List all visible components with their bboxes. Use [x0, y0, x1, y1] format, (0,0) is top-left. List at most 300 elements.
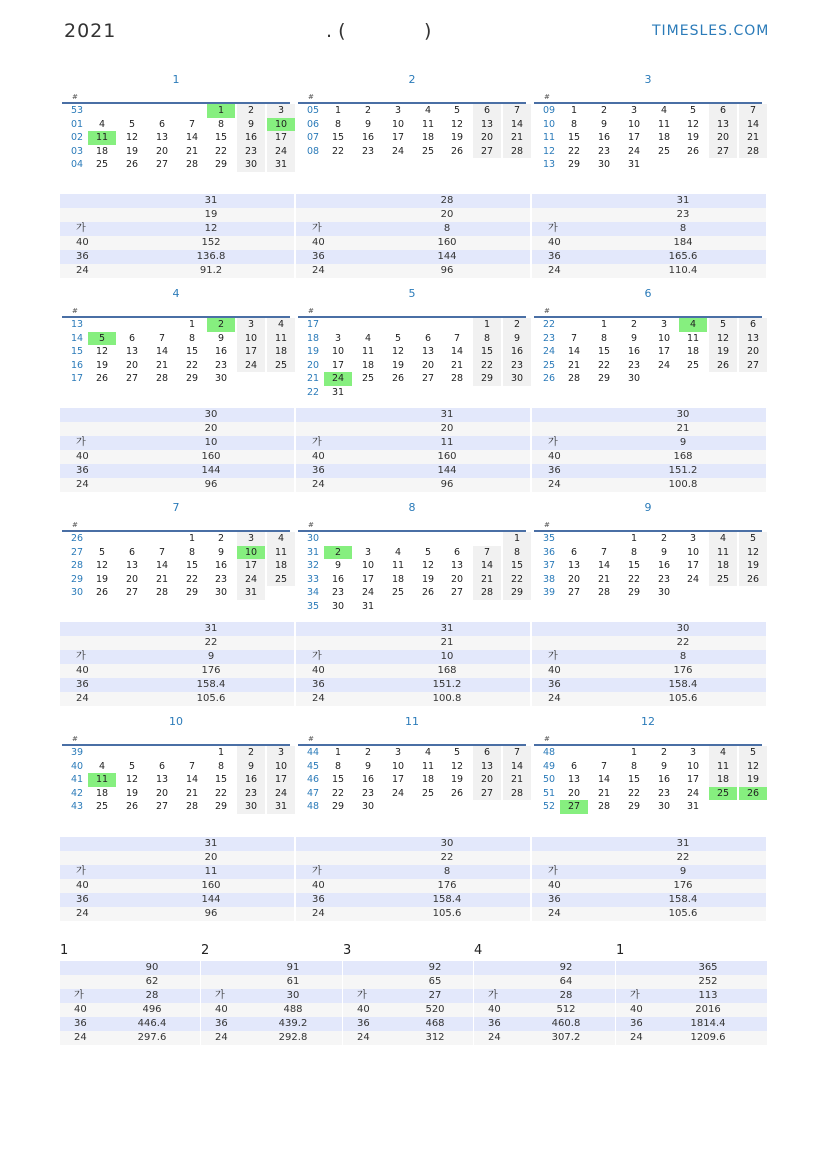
day-cell[interactable]: 9	[237, 760, 265, 774]
day-cell[interactable]: 7	[600, 760, 608, 772]
day-cell[interactable]: 26	[125, 801, 139, 812]
day-cell[interactable]: 18	[421, 132, 435, 143]
day-cell[interactable]: 20	[125, 359, 139, 371]
day-cell[interactable]: 6	[424, 332, 432, 344]
day-cell[interactable]: 22	[567, 145, 581, 157]
day-cell[interactable]: 16	[237, 131, 265, 145]
day-cell[interactable]: 20	[473, 131, 501, 145]
day-cell[interactable]: 8	[570, 118, 578, 130]
day-cell[interactable]: 9	[217, 546, 225, 558]
day-cell[interactable]: 14	[155, 346, 169, 357]
day-cell[interactable]: 27	[473, 145, 501, 159]
day-cell[interactable]: 13	[125, 346, 139, 357]
day-cell[interactable]: 14	[473, 559, 501, 573]
day-cell[interactable]: 13	[567, 560, 581, 571]
day-cell[interactable]: 15	[627, 560, 641, 571]
day-cell[interactable]: 12	[95, 346, 109, 357]
day-cell[interactable]: 4	[424, 747, 432, 758]
day-cell[interactable]: 7	[453, 332, 461, 344]
day-cell[interactable]: 19	[95, 359, 109, 371]
day-cell[interactable]: 14	[155, 560, 169, 571]
day-cell[interactable]: 15	[503, 559, 531, 573]
day-cell[interactable]: 18	[391, 573, 405, 585]
day-cell[interactable]: 21	[450, 359, 464, 371]
day-cell[interactable]: 29	[185, 587, 199, 598]
day-cell[interactable]: 19	[95, 573, 109, 585]
day-cell[interactable]: 29	[473, 372, 501, 386]
day-cell[interactable]: 7	[158, 546, 166, 558]
day-cell[interactable]: 28	[450, 373, 464, 384]
day-cell[interactable]: 11	[361, 346, 375, 357]
day-cell[interactable]: 19	[450, 774, 464, 785]
day-cell[interactable]: 7	[188, 118, 196, 130]
day-cell[interactable]: 10	[686, 760, 700, 772]
day-cell[interactable]: 25	[267, 573, 295, 587]
day-cell[interactable]: 23	[214, 573, 228, 585]
day-cell[interactable]: 29	[627, 801, 641, 812]
day-cell[interactable]: 22	[185, 359, 199, 371]
day-cell[interactable]: 17	[686, 560, 700, 571]
day-cell[interactable]: 4	[709, 746, 737, 760]
day-cell[interactable]: 5	[709, 318, 737, 332]
day-cell[interactable]: 28	[567, 373, 581, 384]
day-cell[interactable]: 13	[709, 118, 737, 132]
day-cell[interactable]: 21	[503, 773, 531, 787]
day-cell[interactable]: 6	[570, 760, 578, 772]
day-cell[interactable]: 12	[391, 346, 405, 357]
day-cell[interactable]: 5	[453, 747, 461, 758]
day-cell[interactable]: 2	[600, 105, 608, 116]
day-cell[interactable]: 10	[686, 546, 700, 558]
day-cell[interactable]: 18	[95, 145, 109, 157]
day-cell[interactable]: 25	[391, 587, 405, 598]
day-cell[interactable]: 19	[421, 573, 435, 585]
day-cell[interactable]: 30	[627, 373, 641, 384]
day-cell[interactable]: 6	[128, 332, 136, 344]
day-cell[interactable]: 21	[473, 573, 501, 587]
day-cell[interactable]: 8	[188, 546, 196, 558]
day-cell[interactable]: 31	[627, 159, 641, 170]
day-cell[interactable]: 21	[155, 573, 169, 585]
day-cell[interactable]: 6	[158, 118, 166, 130]
day-cell[interactable]: 22	[473, 359, 501, 373]
day-cell[interactable]: 22	[185, 573, 199, 585]
day-cell[interactable]: 18	[657, 132, 671, 143]
day-cell[interactable]: 1	[217, 747, 225, 758]
day-cell[interactable]: 10	[391, 118, 405, 130]
day-cell[interactable]: 2	[660, 533, 668, 544]
day-cell[interactable]: 30	[657, 801, 671, 812]
day-cell[interactable]: 18	[421, 774, 435, 785]
day-cell[interactable]: 1	[207, 104, 235, 118]
day-cell[interactable]: 10	[657, 332, 671, 344]
day-cell[interactable]: 15	[214, 132, 228, 143]
day-cell[interactable]: 4	[98, 760, 106, 772]
day-cell[interactable]: 27	[125, 587, 139, 598]
day-cell[interactable]: 15	[331, 132, 345, 143]
day-cell[interactable]: 27	[125, 373, 139, 384]
day-cell[interactable]: 9	[334, 560, 342, 571]
day-cell[interactable]: 12	[95, 560, 109, 571]
day-cell[interactable]: 23	[237, 787, 265, 801]
day-cell[interactable]: 1	[503, 532, 531, 546]
day-cell[interactable]: 21	[597, 573, 611, 585]
day-cell[interactable]: 5	[128, 118, 136, 130]
day-cell[interactable]: 17	[237, 345, 265, 359]
day-cell[interactable]: 17	[237, 559, 265, 573]
day-cell[interactable]: 11	[709, 546, 737, 560]
day-cell[interactable]: 22	[331, 145, 345, 157]
day-cell[interactable]: 28	[155, 587, 169, 598]
day-cell[interactable]: 22	[503, 573, 531, 587]
day-cell[interactable]: 4	[679, 318, 707, 332]
day-cell[interactable]: 22	[627, 787, 641, 799]
day-cell[interactable]: 14	[597, 560, 611, 571]
day-cell[interactable]: 29	[331, 801, 345, 812]
day-cell[interactable]: 6	[473, 104, 501, 118]
day-cell[interactable]: 3	[394, 747, 402, 758]
day-cell[interactable]: 16	[237, 773, 265, 787]
day-cell[interactable]: 5	[424, 546, 432, 558]
day-cell[interactable]: 18	[95, 787, 109, 799]
day-cell[interactable]: 15	[567, 132, 581, 143]
day-cell[interactable]: 3	[364, 546, 372, 558]
day-cell[interactable]: 2	[237, 746, 265, 760]
day-cell[interactable]: 12	[421, 560, 435, 571]
day-cell[interactable]: 1	[570, 105, 578, 116]
day-cell[interactable]: 29	[185, 373, 199, 384]
day-cell[interactable]: 26	[450, 145, 464, 157]
day-cell[interactable]: 12	[709, 332, 737, 346]
day-cell[interactable]: 23	[657, 787, 671, 799]
day-cell[interactable]: 6	[570, 546, 578, 558]
day-cell[interactable]: 19	[450, 132, 464, 143]
day-cell[interactable]: 19	[125, 145, 139, 157]
day-cell[interactable]: 4	[267, 532, 295, 546]
day-cell[interactable]: 17	[267, 773, 295, 787]
day-cell[interactable]: 11	[267, 332, 295, 346]
day-cell[interactable]: 26	[391, 373, 405, 384]
day-cell[interactable]: 15	[185, 346, 199, 357]
day-cell[interactable]: 16	[503, 345, 531, 359]
day-cell[interactable]: 8	[630, 546, 638, 558]
day-cell[interactable]: 8	[217, 760, 225, 772]
day-cell[interactable]: 9	[364, 760, 372, 772]
day-cell[interactable]: 26	[709, 359, 737, 373]
day-cell[interactable]: 2	[237, 104, 265, 118]
day-cell[interactable]: 27	[450, 587, 464, 598]
day-cell[interactable]: 4	[364, 332, 372, 344]
day-cell[interactable]: 17	[391, 132, 405, 143]
day-cell[interactable]: 30	[214, 373, 228, 384]
day-cell[interactable]: 9	[364, 118, 372, 130]
day-cell[interactable]: 28	[503, 145, 531, 159]
day-cell[interactable]: 21	[739, 131, 767, 145]
day-cell[interactable]: 23	[361, 787, 375, 799]
day-cell[interactable]: 26	[95, 373, 109, 384]
day-cell[interactable]: 28	[473, 586, 501, 600]
day-cell[interactable]: 6	[473, 746, 501, 760]
day-cell[interactable]: 13	[155, 774, 169, 785]
day-cell[interactable]: 21	[185, 145, 199, 157]
day-cell[interactable]: 24	[361, 587, 375, 598]
day-cell[interactable]: 25	[95, 159, 109, 170]
day-cell[interactable]: 3	[267, 104, 295, 118]
day-cell[interactable]: 30	[331, 600, 345, 612]
day-cell[interactable]: 21	[155, 359, 169, 371]
day-cell[interactable]: 6	[453, 546, 461, 558]
day-cell[interactable]: 14	[503, 760, 531, 774]
day-cell[interactable]: 11	[267, 546, 295, 560]
day-cell[interactable]: 22	[331, 787, 345, 799]
day-cell[interactable]: 24	[627, 145, 641, 157]
day-cell[interactable]: 17	[361, 573, 375, 585]
day-cell[interactable]: 26	[95, 587, 109, 598]
day-cell[interactable]: 1	[630, 747, 638, 758]
day-cell[interactable]: 10	[267, 760, 295, 774]
day-cell[interactable]: 4	[394, 546, 402, 558]
day-cell[interactable]: 22	[597, 359, 611, 371]
day-cell[interactable]: 14	[185, 774, 199, 785]
day-cell[interactable]: 19	[125, 787, 139, 799]
day-cell[interactable]: 27	[709, 145, 737, 159]
day-cell[interactable]: 17	[627, 132, 641, 143]
day-cell[interactable]: 26	[686, 145, 700, 157]
day-cell[interactable]: 11	[421, 118, 435, 130]
day-cell[interactable]: 23	[503, 359, 531, 373]
day-cell[interactable]: 31	[267, 800, 295, 814]
day-cell[interactable]: 1	[473, 318, 501, 332]
day-cell[interactable]: 13	[421, 346, 435, 357]
day-cell[interactable]: 6	[128, 546, 136, 558]
day-cell[interactable]: 1	[334, 747, 342, 758]
day-cell[interactable]: 27	[567, 587, 581, 598]
day-cell[interactable]: 3	[630, 105, 638, 116]
day-cell[interactable]: 20	[450, 573, 464, 585]
day-cell[interactable]: 27	[155, 801, 169, 812]
day-cell[interactable]: 30	[237, 158, 265, 172]
day-cell[interactable]: 23	[237, 145, 265, 159]
day-cell[interactable]: 13	[739, 332, 767, 346]
day-cell[interactable]: 19	[709, 345, 737, 359]
day-cell[interactable]: 17	[686, 774, 700, 785]
day-cell[interactable]: 21	[567, 359, 581, 371]
day-cell[interactable]: 16	[361, 774, 375, 785]
day-cell[interactable]: 15	[627, 774, 641, 785]
day-cell[interactable]: 11	[391, 560, 405, 571]
day-cell[interactable]: 1	[630, 533, 638, 544]
day-cell[interactable]: 9	[630, 332, 638, 344]
day-cell[interactable]: 28	[597, 587, 611, 598]
day-cell[interactable]: 7	[503, 104, 531, 118]
day-cell[interactable]: 9	[600, 118, 608, 130]
day-cell[interactable]: 11	[421, 760, 435, 772]
day-cell[interactable]: 26	[450, 787, 464, 799]
day-cell[interactable]: 31	[237, 586, 265, 600]
day-cell[interactable]: 18	[686, 346, 700, 357]
day-cell[interactable]: 27	[739, 359, 767, 373]
day-cell[interactable]: 23	[331, 587, 345, 598]
day-cell[interactable]: 11	[88, 131, 116, 145]
day-cell[interactable]: 20	[125, 573, 139, 585]
day-cell[interactable]: 15	[185, 560, 199, 571]
day-cell[interactable]: 15	[473, 345, 501, 359]
day-cell[interactable]: 14	[567, 346, 581, 357]
day-cell[interactable]: 13	[155, 132, 169, 143]
day-cell[interactable]: 6	[739, 318, 767, 332]
day-cell[interactable]: 4	[98, 118, 106, 130]
day-cell[interactable]: 7	[188, 760, 196, 772]
day-cell[interactable]: 19	[391, 359, 405, 371]
day-cell[interactable]: 16	[597, 132, 611, 143]
day-cell[interactable]: 7	[158, 332, 166, 344]
day-cell[interactable]: 7	[739, 104, 767, 118]
day-cell[interactable]: 25	[361, 373, 375, 384]
day-cell[interactable]: 1	[600, 319, 608, 330]
day-cell[interactable]: 24	[267, 787, 295, 801]
day-cell[interactable]: 27	[155, 159, 169, 170]
day-cell[interactable]: 16	[657, 560, 671, 571]
day-cell[interactable]: 13	[473, 760, 501, 774]
day-cell[interactable]: 29	[597, 373, 611, 384]
day-cell[interactable]: 8	[334, 760, 342, 772]
day-cell[interactable]: 7	[503, 746, 531, 760]
day-cell[interactable]: 28	[185, 159, 199, 170]
day-cell[interactable]: 25	[421, 145, 435, 157]
day-cell[interactable]: 5	[689, 105, 697, 116]
day-cell[interactable]: 9	[660, 760, 668, 772]
day-cell[interactable]: 24	[267, 145, 295, 159]
day-cell[interactable]: 18	[361, 359, 375, 371]
day-cell[interactable]: 20	[155, 787, 169, 799]
day-cell[interactable]: 30	[237, 800, 265, 814]
day-cell[interactable]: 22	[214, 787, 228, 799]
day-cell[interactable]: 15	[214, 774, 228, 785]
day-cell[interactable]: 10	[391, 760, 405, 772]
day-cell[interactable]: 9	[503, 332, 531, 346]
day-cell[interactable]: 12	[686, 118, 700, 130]
day-cell[interactable]: 17	[267, 131, 295, 145]
day-cell[interactable]: 2	[503, 318, 531, 332]
day-cell[interactable]: 11	[686, 332, 700, 344]
day-cell[interactable]: 10	[237, 332, 265, 346]
day-cell[interactable]: 10	[627, 118, 641, 130]
day-cell[interactable]: 20	[739, 345, 767, 359]
day-cell[interactable]: 8	[473, 332, 501, 346]
day-cell[interactable]: 25	[709, 573, 737, 587]
day-cell[interactable]: 2	[207, 318, 235, 332]
day-cell[interactable]: 13	[567, 774, 581, 785]
day-cell[interactable]: 18	[709, 559, 737, 573]
day-cell[interactable]: 3	[394, 105, 402, 116]
day-cell[interactable]: 10	[331, 346, 345, 357]
day-cell[interactable]: 3	[689, 533, 697, 544]
day-cell[interactable]: 22	[214, 145, 228, 157]
day-cell[interactable]: 28	[155, 373, 169, 384]
day-cell[interactable]: 30	[214, 587, 228, 598]
day-cell[interactable]: 24	[391, 145, 405, 157]
day-cell[interactable]: 25	[421, 787, 435, 799]
day-cell[interactable]: 21	[185, 787, 199, 799]
day-cell[interactable]: 1	[188, 533, 196, 544]
day-cell[interactable]: 2	[630, 319, 638, 330]
day-cell[interactable]: 21	[597, 787, 611, 799]
day-cell[interactable]: 3	[267, 746, 295, 760]
day-cell[interactable]: 5	[128, 760, 136, 772]
day-cell[interactable]: 18	[709, 773, 737, 787]
day-cell[interactable]: 24	[391, 787, 405, 799]
day-cell[interactable]: 5	[453, 105, 461, 116]
day-cell[interactable]: 10	[237, 546, 265, 560]
day-cell[interactable]: 12	[739, 760, 767, 774]
day-cell[interactable]: 20	[421, 359, 435, 371]
day-cell[interactable]: 31	[331, 386, 345, 398]
day-cell[interactable]: 16	[214, 560, 228, 571]
day-cell[interactable]: 17	[657, 346, 671, 357]
day-cell[interactable]: 12	[450, 760, 464, 772]
day-cell[interactable]: 27	[421, 373, 435, 384]
day-cell[interactable]: 17	[331, 359, 345, 371]
day-cell[interactable]: 13	[125, 560, 139, 571]
day-cell[interactable]: 26	[421, 587, 435, 598]
day-cell[interactable]: 7	[473, 546, 501, 560]
day-cell[interactable]: 14	[739, 118, 767, 132]
day-cell[interactable]: 23	[597, 145, 611, 157]
day-cell[interactable]: 16	[361, 132, 375, 143]
day-cell[interactable]: 7	[570, 332, 578, 344]
day-cell[interactable]: 2	[217, 533, 225, 544]
day-cell[interactable]: 10	[267, 118, 295, 132]
day-cell[interactable]: 16	[627, 346, 641, 357]
day-cell[interactable]: 12	[450, 118, 464, 130]
day-cell[interactable]: 18	[267, 559, 295, 573]
day-cell[interactable]: 24	[237, 359, 265, 373]
day-cell[interactable]: 9	[237, 118, 265, 132]
day-cell[interactable]: 24	[657, 359, 671, 371]
day-cell[interactable]: 6	[158, 760, 166, 772]
day-cell[interactable]: 25	[686, 359, 700, 371]
day-cell[interactable]: 5	[739, 746, 767, 760]
day-cell[interactable]: 2	[324, 546, 352, 560]
day-cell[interactable]: 3	[237, 318, 265, 332]
day-cell[interactable]: 11	[88, 773, 116, 787]
day-cell[interactable]: 4	[660, 105, 668, 116]
day-cell[interactable]: 5	[88, 332, 116, 346]
day-cell[interactable]: 23	[657, 573, 671, 585]
day-cell[interactable]: 2	[364, 105, 372, 116]
day-cell[interactable]: 16	[214, 346, 228, 357]
day-cell[interactable]: 2	[660, 747, 668, 758]
day-cell[interactable]: 20	[567, 573, 581, 585]
day-cell[interactable]: 4	[267, 318, 295, 332]
day-cell[interactable]: 23	[627, 359, 641, 371]
day-cell[interactable]: 13	[473, 118, 501, 132]
day-cell[interactable]: 19	[686, 132, 700, 143]
day-cell[interactable]: 24	[237, 573, 265, 587]
day-cell[interactable]: 16	[331, 573, 345, 585]
day-cell[interactable]: 27	[560, 800, 588, 814]
day-cell[interactable]: 19	[739, 773, 767, 787]
day-cell[interactable]: 31	[267, 158, 295, 172]
day-cell[interactable]: 19	[739, 559, 767, 573]
day-cell[interactable]: 9	[217, 332, 225, 344]
day-cell[interactable]: 25	[267, 359, 295, 373]
day-cell[interactable]: 18	[267, 345, 295, 359]
day-cell[interactable]: 2	[364, 747, 372, 758]
day-cell[interactable]: 5	[98, 546, 106, 558]
day-cell[interactable]: 3	[237, 532, 265, 546]
day-cell[interactable]: 8	[334, 118, 342, 130]
